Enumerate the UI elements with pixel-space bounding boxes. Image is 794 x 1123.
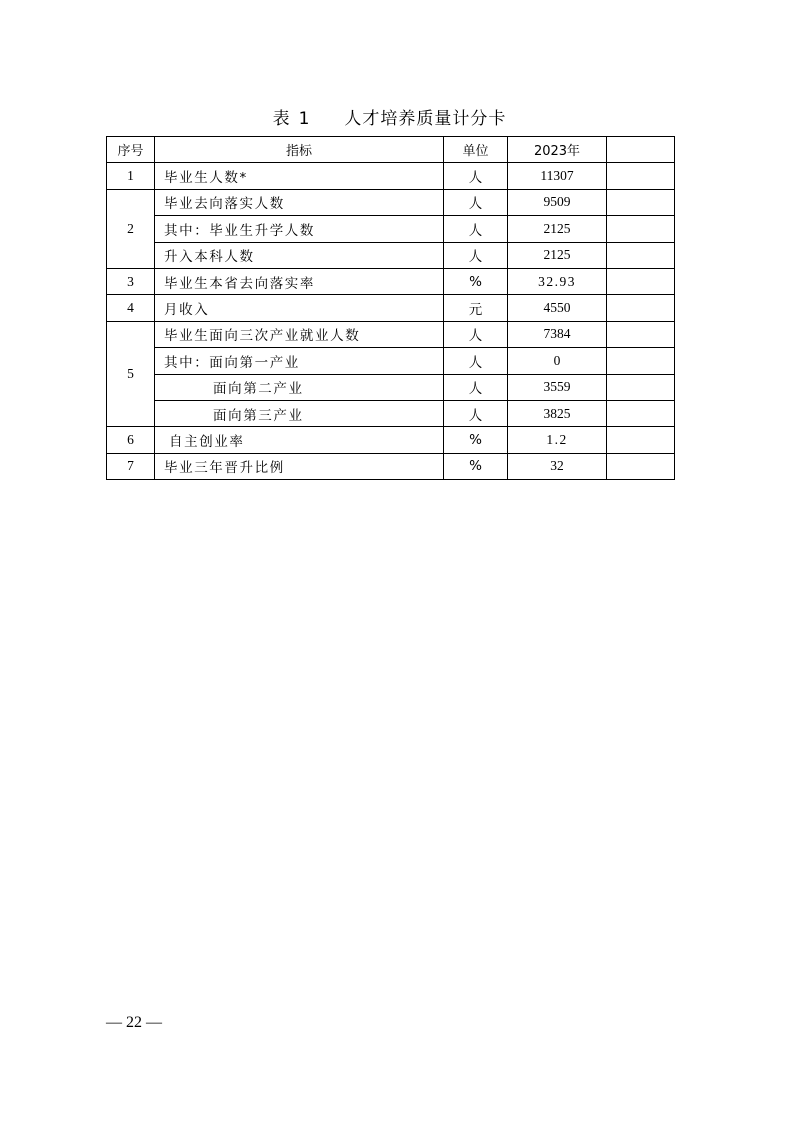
row-value: 32.93 [508,268,607,294]
row-blank-cell [607,400,675,426]
row-blank-cell [607,453,675,479]
row-indicator: 其中：毕业生升学人数 [155,216,444,242]
row-blank-cell [607,348,675,374]
score-card-table [106,136,675,480]
row-blank-cell [607,189,675,215]
row-unit: % [444,268,508,294]
row-indicator: 毕业去向落实人数 [155,189,444,215]
table-row [107,268,675,294]
header-extra [607,137,675,163]
row-value: 11307 [508,163,607,189]
table-row [107,216,675,242]
row-value: 7384 [508,321,607,347]
row-unit: 人 [444,321,508,347]
row-unit: 人 [444,216,508,242]
table-row [107,163,675,189]
row-indicator: 毕业生人数* [155,163,444,189]
row-blank-cell [607,374,675,400]
row-blank-cell [607,295,675,321]
row-value: 3825 [508,400,607,426]
row-indicator: 毕业三年晋升比例 [155,453,444,479]
row-unit: 人 [444,400,508,426]
table-row [107,189,675,215]
table-title [106,106,673,132]
row-value: 3559 [508,374,607,400]
header-unit: 单位 [444,137,508,163]
row-value: 0 [508,348,607,374]
row-indicator: 升入本科人数 [155,242,444,268]
table-row [107,242,675,268]
row-indicator: 毕业生本省去向落实率 [155,268,444,294]
row-indicator: 面向第三产业 [155,400,444,426]
row-unit: 人 [444,189,508,215]
row-seq: 1 [107,163,155,189]
row-indicator: 毕业生面向三次产业就业人数 [155,321,444,347]
table-row [107,321,675,347]
row-blank-cell [607,216,675,242]
row-seq: 4 [107,295,155,321]
header-indicator: 指标 [155,137,444,163]
row-unit: 人 [444,374,508,400]
table-row [107,400,675,426]
row-indicator: 面向第二产业 [155,374,444,400]
row-unit: 人 [444,163,508,189]
header-seq: 序号 [107,137,155,163]
row-unit: 人 [444,242,508,268]
table-row [107,348,675,374]
table-title-text: 人才培养质量计分卡 [344,109,507,129]
table-title-number: 1 [298,109,311,129]
row-seq: 6 [107,427,155,453]
row-seq: 3 [107,268,155,294]
row-value: 9509 [508,189,607,215]
row-blank-cell [607,321,675,347]
table-header-row [107,137,675,163]
table-row [107,295,675,321]
row-value: 32 [508,453,607,479]
row-value: 2125 [508,216,607,242]
table-title-label: 表 [272,109,291,129]
row-seq: 2 [107,189,155,268]
row-unit: 元 [444,295,508,321]
row-indicator: 其中：面向第一产业 [155,348,444,374]
row-unit: 人 [444,348,508,374]
table-row [107,427,675,453]
table-row [107,453,675,479]
row-value: 4550 [508,295,607,321]
row-indicator: 月收入 [155,295,444,321]
row-unit: % [444,427,508,453]
row-blank-cell [607,163,675,189]
row-blank-cell [607,268,675,294]
row-blank-cell [607,242,675,268]
page-number: — 22 — [106,1014,162,1031]
row-value: 1.2 [508,427,607,453]
row-seq: 7 [107,453,155,479]
row-seq: 5 [107,321,155,427]
header-year: 2023年 [508,137,607,163]
row-indicator: 自主创业率 [155,427,444,453]
row-blank-cell [607,427,675,453]
row-unit: % [444,453,508,479]
table-row [107,374,675,400]
row-value: 2125 [508,242,607,268]
